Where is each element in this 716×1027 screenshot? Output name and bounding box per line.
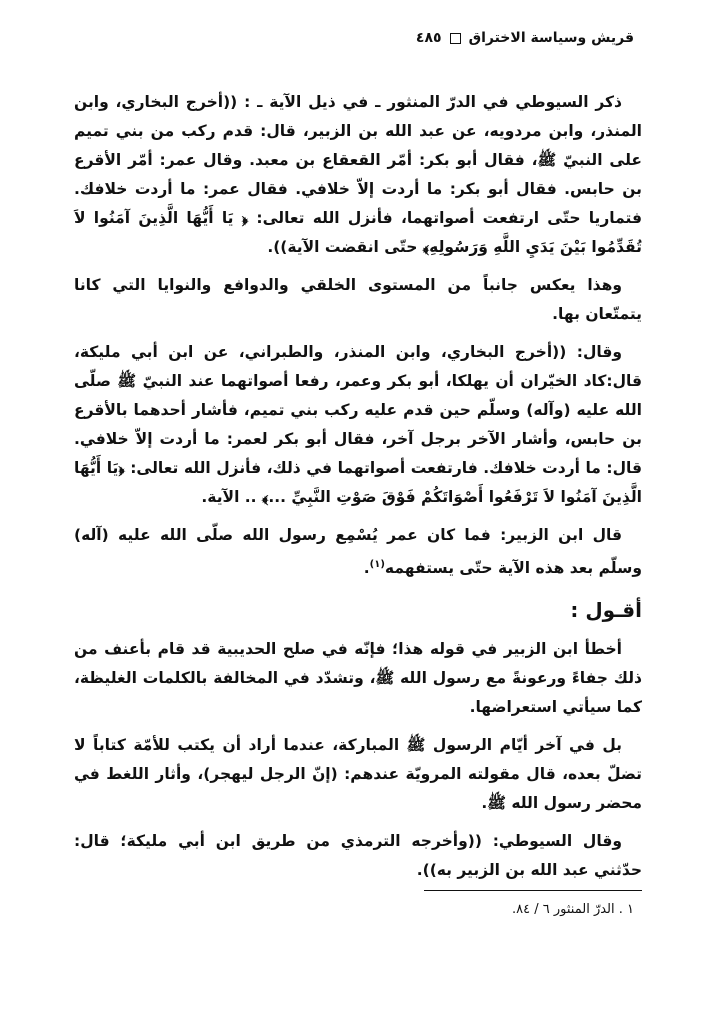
footnote-reference: (١): [369, 559, 385, 570]
paragraph-6: بل في آخر أيّام الرسول ﷺ المباركة، عندما أراد أن يكتب للأمّة كتاباً لا تضلّ بعده، قال مقولته المرويّة عندهم: (إنّ الرجل ليهجر)، وأثار اللغط في محضر رسول الله ﷺ.: [74, 736, 642, 813]
footnote-divider: [424, 890, 642, 891]
running-header: [80, 26, 634, 50]
paragraph-4: قال ابن الزبير: فما كان عمر يُسْمِع رسول الله صلّى الله عليه (آله) وسلّم بعد هذه الآية حتّى يستفهمه$^{(١)}$.: [74, 526, 642, 578]
header-title: قريش وسياسة الاختراق: [468, 30, 634, 46]
paragraph-1: ذكر السيوطي في الدرّ المنثور ـ في ذيل الآية ـ : ((أخرج البخاري، وابن المنذر، وابن مردويه، عن عبد الله بن الزبير، قال: قدم ركب من بني تميم على النبيّ ﷺ، فقال أبو بكر: أمّر القعقاع بن معبد. وقال عمر: أمّر الأقرع بن حابس. فقال أبو بكر: ما أردت إلاّ خلافي. فقال عمر: ما أردت خلافك. فتماريا حتّى ارتفعت أصواتهما، فأنزل الله تعالى: ﴿ يَا أَيُّهَا الَّذِينَ آمَنُوا لاَ تُقَدِّمُوا بَيْنَ يَدَيِ اللَّهِ وَرَسُولِهِ﴾ حتّى انقضت الآية)).: [74, 93, 642, 256]
footnote: ١ . الدرّ المنثور ٦ / ٨٤.: [512, 902, 634, 917]
paragraph-4-text: قال ابن الزبير: فما كان عمر يُسْمِع رسول الله صلّى الله عليه (آله) وسلّم بعد هذه الآية حتّى يستفهمه: [74, 526, 642, 578]
paragraph-7: وقال السيوطي: ((وأخرجه الترمذي من طريق ابن أبي مليكة؛ قال: حدّثني عبد الله بن الزبير به)).: [74, 832, 642, 880]
paragraph-2: وهذا يعكس جانباً من المستوى الخلقي والدوافع والنوايا التي كانا يتمتّعان بها.: [74, 276, 642, 323]
header-separator-box: [450, 33, 461, 44]
page-number: ٤٨٥: [415, 30, 442, 46]
paragraph-5: أخطأ ابن الزبير في قوله هذا؛ فإنّه في صلح الحديبية قد قام بأعنف من ذلك جفاءً ورعونةً مع رسول الله ﷺ، وتشدّد في المخالفة بالكلمات الغليظة، كما سيأتي استعراضها.: [74, 640, 642, 717]
main-text: [74, 88, 642, 894]
paragraph-3: وقال: ((أخرج البخاري، وابن المنذر، والطبراني، عن ابن أبي مليكة، قال:كاد الخيّران أن يهلكا، أبو بكر وعمر، رفعا أصواتهما عند النبيّ ﷺ صلّى الله عليه (وآله) وسلّم حين قدم عليه ركب بني تميم، فأشار أحدهما بالأقرع بن حابس، وأشار الآخر برجل آخر، فقال أبو بكر لعمر: ما أردت إلاّ خلافي. قال: ما أردت خلافك. فارتفعت أصواتهما في ذلك، فأنزل الله تعالى: ﴿يَا أَيُّهَا الَّذِينَ آمَنُوا لاَ تَرْفَعُوا أَصْوَاتَكُمْ فَوْقَ صَوْتِ النَّبِيِّ ...﴾ .. الآية.: [74, 343, 642, 506]
section-heading: أقـول :: [570, 598, 642, 623]
